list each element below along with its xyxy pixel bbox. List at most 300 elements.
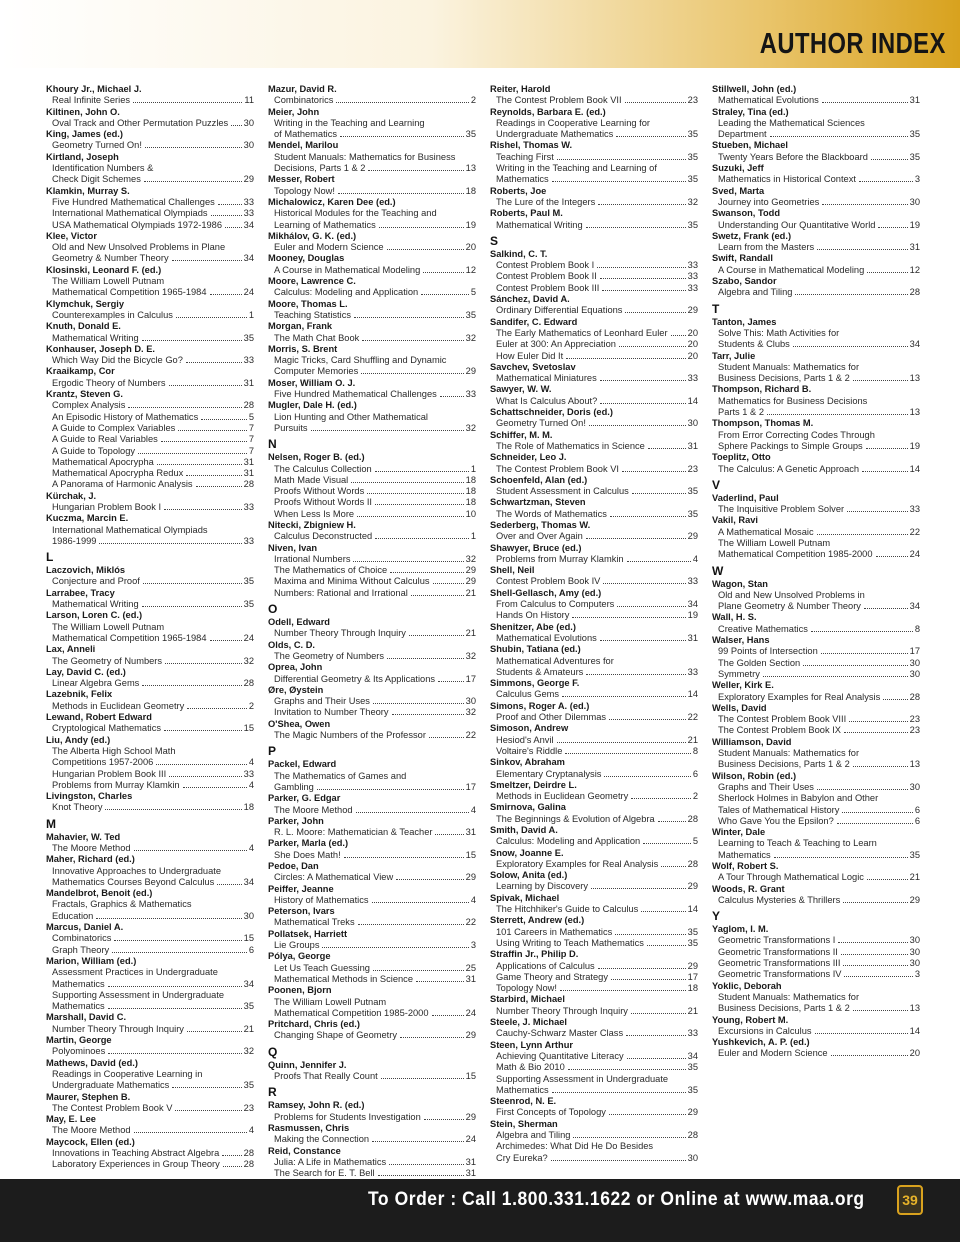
index-entry — [46, 265, 268, 299]
author-name: Sawyer, W. W. — [490, 384, 552, 395]
author-name: Klosinski, Leonard F. (ed.) — [46, 264, 162, 275]
author-name: Tarr, Julie — [712, 350, 756, 361]
book-title-line — [490, 418, 698, 429]
dot-leader — [142, 340, 242, 341]
dot-leader — [815, 1033, 908, 1034]
author-name: Roberts, Paul M. — [490, 208, 563, 219]
index-entry — [268, 299, 490, 322]
book-title: Student Manuals: Mathematics for — [718, 991, 860, 1002]
page-reference: 23 — [687, 95, 698, 106]
author-name: O'Shea, Owen — [268, 718, 331, 729]
dot-leader — [223, 1166, 242, 1167]
book-title-line — [712, 947, 920, 958]
page-number-badge: 39 — [897, 1185, 923, 1215]
book-title-line — [490, 1085, 698, 1096]
book-title-line — [46, 843, 254, 854]
page-reference: 5 — [470, 287, 476, 298]
book-title-line — [712, 1003, 920, 1014]
dot-leader — [767, 414, 908, 415]
page-reference: 2 — [692, 791, 698, 802]
index-entry — [46, 84, 268, 107]
author-name: Kirtland, Joseph — [46, 151, 119, 162]
page-reference: 32 — [243, 1046, 254, 1057]
book-title-line — [712, 816, 920, 827]
dot-leader — [387, 249, 464, 250]
index-entry — [490, 802, 712, 825]
book-title-line — [46, 877, 254, 888]
book-title: Mathematical Competition 1965-1984 — [52, 287, 207, 298]
book-title: Calculus: Modeling and Application — [496, 836, 641, 847]
book-title-line — [490, 938, 698, 949]
dot-leader — [617, 606, 685, 607]
index-entry — [268, 197, 490, 231]
book-title: Oval Track and Other Permutation Puzzles — [52, 117, 229, 128]
dot-leader — [763, 676, 908, 677]
book-title: Teaching Statistics — [274, 309, 351, 320]
book-title-line — [490, 554, 698, 565]
dot-leader — [161, 441, 247, 442]
book-title: Education — [52, 910, 94, 921]
page-reference: 4 — [470, 804, 476, 815]
dot-leader — [432, 1015, 464, 1016]
page-reference: 12 — [465, 264, 476, 275]
book-title-line — [490, 486, 698, 497]
book-title: Ordinary Differential Equations — [496, 305, 623, 316]
dot-leader — [138, 453, 247, 454]
page-reference: 30 — [465, 696, 476, 707]
book-title-line — [46, 310, 254, 321]
page-reference: 23 — [909, 714, 920, 725]
book-title-line — [490, 746, 698, 757]
author-name: Shawyer, Bruce (ed.) — [490, 542, 582, 553]
page-reference: 31 — [243, 468, 254, 479]
page-reference: 20 — [909, 1048, 920, 1059]
dot-leader — [774, 857, 908, 858]
index-entry — [268, 253, 490, 276]
author-name: Maurer, Stephen B. — [46, 1091, 131, 1102]
book-title-line — [490, 689, 698, 700]
dot-leader — [793, 346, 908, 347]
book-title-line — [490, 633, 698, 644]
page-reference: 35 — [243, 1080, 254, 1091]
index-entry — [46, 735, 268, 791]
page-reference: 35 — [243, 599, 254, 610]
author-name: Mooney, Douglas — [268, 253, 345, 264]
dot-leader — [231, 125, 241, 126]
author-name: Smirnova, Galina — [490, 802, 566, 813]
page-reference: 31 — [465, 1156, 476, 1167]
author-name: Mendel, Marilou — [268, 140, 339, 151]
book-title-line — [490, 735, 698, 746]
book-title: Five Hundred Mathematical Challenges — [274, 389, 437, 400]
author-name: Tanton, James — [712, 316, 777, 327]
dot-leader — [372, 1141, 464, 1142]
book-title: Excursions in Calculus — [718, 1025, 812, 1036]
page-reference: 3 — [914, 969, 920, 980]
author-name: Spivak, Michael — [490, 892, 560, 903]
book-title: International Mathematical Olympiads — [52, 524, 208, 535]
dot-leader — [589, 425, 686, 426]
page-reference: 14 — [909, 1025, 920, 1036]
author-name: Steen, Lynn Arthur — [490, 1039, 573, 1050]
book-title: Business Decisions, Parts 1 & 2 — [718, 373, 850, 384]
page-reference: 29 — [243, 174, 254, 185]
book-title: Geometric Transformations II — [718, 946, 838, 957]
page-reference: 34 — [243, 978, 254, 989]
page-header — [0, 0, 960, 68]
dot-leader — [172, 1087, 241, 1088]
page-reference: 29 — [465, 565, 476, 576]
dot-leader — [837, 823, 913, 824]
book-title-line — [712, 504, 920, 515]
book-title-line — [712, 339, 920, 350]
dot-leader — [641, 911, 685, 912]
index-entry — [46, 1114, 268, 1137]
book-title-line — [268, 333, 476, 344]
book-title-line — [712, 152, 920, 163]
author-name: Mugler, Dale H. (ed.) — [268, 400, 357, 411]
book-title: Archimedes: What Did He Do Besides — [496, 1141, 654, 1152]
author-name: Nelsen, Roger B. (ed.) — [268, 452, 365, 463]
index-entry — [712, 84, 934, 107]
author-name: Snow, Joanne E. — [490, 847, 564, 858]
book-title: Math Made Visual — [274, 474, 349, 485]
page-reference: 32 — [243, 655, 254, 666]
author-name: Walser, Hans — [712, 635, 770, 646]
author-name: Savchev, Svetoslav — [490, 361, 576, 372]
book-title: A Course in Mathematical Modeling — [274, 264, 421, 275]
index-entry — [46, 667, 268, 690]
page-reference: 35 — [687, 129, 698, 140]
dot-leader — [187, 708, 247, 709]
page-reference: 17 — [465, 781, 476, 792]
page-reference: 14 — [687, 395, 698, 406]
page-reference: 28 — [687, 813, 698, 824]
page-reference: 34 — [243, 876, 254, 887]
dot-leader — [340, 136, 464, 137]
book-title-line — [46, 780, 254, 791]
book-title: The Contest Problem Book IX — [718, 725, 841, 736]
book-title-line — [712, 396, 920, 407]
author-name: Sinkov, Abraham — [490, 757, 565, 768]
author-name: Parker, Marla (ed.) — [268, 838, 349, 849]
book-title: The Words of Mathematics — [496, 508, 607, 519]
dot-leader — [878, 227, 907, 228]
author-name: Shell, Neil — [490, 565, 535, 576]
index-entry — [46, 956, 268, 1012]
book-title: Twenty Years Before the Blackboard — [718, 151, 868, 162]
book-title: Proof and Other Dilemmas — [496, 712, 607, 723]
book-title-line — [268, 412, 476, 423]
index-entry — [46, 366, 268, 389]
book-title-line — [268, 554, 476, 565]
book-title-line — [268, 242, 476, 253]
page-reference: 35 — [687, 174, 698, 185]
page-reference: 6 — [692, 768, 698, 779]
book-title: Circles: A Mathematical View — [274, 872, 394, 883]
dot-leader — [627, 1058, 686, 1059]
book-title: The William Lowell Putnam — [52, 621, 165, 632]
page-reference: 33 — [909, 504, 920, 515]
page-reference: 15 — [465, 1071, 476, 1082]
dot-leader — [196, 486, 242, 487]
page-reference: 30 — [687, 1152, 698, 1163]
book-title: Geometric Transformations I — [718, 935, 836, 946]
dot-leader — [421, 294, 469, 295]
dot-leader — [344, 857, 464, 858]
index-entry — [46, 791, 268, 814]
page-reference: 32 — [687, 196, 698, 207]
page-reference: 34 — [243, 253, 254, 264]
page-reference: 22 — [465, 730, 476, 741]
dot-leader — [169, 385, 242, 386]
book-title: History of Mathematics — [274, 894, 369, 905]
book-title-line — [46, 378, 254, 389]
dot-leader — [416, 981, 464, 982]
page-reference: 7 — [248, 422, 254, 433]
index-entry — [268, 906, 490, 929]
dot-leader — [841, 954, 908, 955]
index-entry — [490, 1017, 712, 1040]
author-name: Shenitzer, Abe (ed.) — [490, 621, 576, 632]
book-title-line — [712, 1048, 920, 1059]
page-reference: 13 — [909, 759, 920, 770]
dot-leader — [557, 159, 686, 160]
dot-leader — [187, 1031, 242, 1032]
author-name: Simmons, George F. — [490, 678, 580, 689]
page-reference: 33 — [243, 208, 254, 219]
book-title-line — [490, 351, 698, 362]
dot-leader — [600, 403, 685, 404]
page-reference: 35 — [687, 1084, 698, 1095]
book-title: The Contest Problem Book VI — [496, 463, 619, 474]
index-entry — [490, 893, 712, 916]
book-title: Gambling — [274, 781, 314, 792]
dot-leader — [853, 380, 908, 381]
dot-leader — [311, 430, 464, 431]
index-entry — [712, 140, 934, 163]
index-entry — [268, 140, 490, 174]
book-title-line — [712, 527, 920, 538]
page-reference: 4 — [248, 779, 254, 790]
author-name: Pólya, George — [268, 951, 331, 962]
author-name: Khoury Jr., Michael J. — [46, 84, 142, 94]
index-entry — [490, 249, 712, 294]
book-title-line — [46, 333, 254, 344]
index-entry — [490, 1119, 712, 1164]
dot-leader — [114, 940, 241, 941]
page-reference: 18 — [465, 486, 476, 497]
book-title-line — [712, 129, 920, 140]
book-title-line — [712, 793, 920, 804]
dot-leader — [871, 159, 908, 160]
page-reference: 30 — [909, 935, 920, 946]
book-title-line — [490, 260, 698, 271]
book-title-line — [712, 441, 920, 452]
dot-leader — [356, 812, 469, 813]
book-title-line — [46, 678, 254, 689]
page-reference: 11 — [244, 95, 254, 106]
book-title: Mathematical Adventures for — [496, 655, 614, 666]
book-title: Graph Theory — [52, 944, 110, 955]
book-title-line — [268, 129, 476, 140]
index-entry — [490, 186, 712, 209]
book-title-line — [268, 355, 476, 366]
dot-leader — [338, 193, 464, 194]
book-title-line — [268, 1030, 476, 1041]
book-title: The Hitchhiker's Guide to Calculus — [496, 904, 639, 915]
book-title: Historical Modules for the Teaching and — [274, 208, 437, 219]
dot-leader — [423, 272, 463, 273]
page-reference: 28 — [909, 691, 920, 702]
page-footer — [0, 1179, 960, 1242]
index-entry — [46, 1058, 268, 1092]
book-title-line — [46, 118, 254, 129]
dot-leader — [625, 312, 685, 313]
dot-leader — [379, 227, 464, 228]
book-title: Students & Clubs — [718, 339, 790, 350]
book-title: The Early Mathematics of Leonhard Euler — [496, 327, 668, 338]
dot-leader — [817, 534, 908, 535]
author-name: Mahavier, W. Ted — [46, 831, 121, 842]
author-name: Simons, Roger A. (ed.) — [490, 700, 590, 711]
author-name: Reynolds, Barbara E. (ed.) — [490, 106, 606, 117]
page-reference: 6 — [914, 815, 920, 826]
book-title-line — [490, 904, 698, 915]
page-reference: 24 — [465, 1007, 476, 1018]
index-entry — [268, 1060, 490, 1083]
page-reference: 33 — [687, 1028, 698, 1039]
index-entry — [490, 107, 712, 141]
index-entry — [268, 276, 490, 299]
section-letter: L — [46, 550, 54, 565]
page-reference: 13 — [909, 373, 920, 384]
book-title-line — [46, 502, 254, 513]
dot-leader — [844, 732, 908, 733]
book-title-line — [46, 446, 254, 457]
book-title-line — [268, 782, 476, 793]
book-title: Symmetry — [718, 668, 760, 679]
index-entry — [46, 107, 268, 130]
book-title-line — [46, 701, 254, 712]
book-title-line — [490, 656, 698, 667]
author-name: Kuczma, Marcin E. — [46, 513, 129, 524]
dot-leader — [381, 1078, 464, 1079]
book-title: Business Decisions, Parts 1 & 2 — [718, 759, 850, 770]
dot-leader — [375, 471, 469, 472]
book-title-line — [268, 827, 476, 838]
book-title: Mathematical Competition 1965-1984 — [52, 632, 207, 643]
book-title-line — [46, 242, 254, 253]
author-name: Smith, David A. — [490, 825, 558, 835]
book-title: How Euler Did It — [496, 350, 564, 361]
page-reference: 28 — [243, 400, 254, 411]
book-title: Cryptological Mathematics — [52, 723, 162, 734]
page-reference: 6 — [248, 944, 254, 955]
book-title-line — [46, 945, 254, 956]
author-name: Sandifer, C. Edward — [490, 316, 578, 327]
page-reference: 4 — [470, 894, 476, 905]
author-name: Ramsey, John R. (ed.) — [268, 1100, 365, 1111]
index-entry — [490, 1040, 712, 1096]
book-title: Pursuits — [274, 422, 308, 433]
index-entry — [268, 759, 490, 793]
book-title-line — [712, 95, 920, 106]
book-title-line — [268, 152, 476, 163]
book-title: When Less Is More — [274, 508, 355, 519]
book-title: Number Theory Through Inquiry — [274, 628, 406, 639]
book-title-line — [712, 935, 920, 946]
dot-leader — [429, 737, 464, 738]
page-reference: 29 — [465, 1111, 476, 1122]
author-name: Vaderlind, Paul — [712, 492, 779, 503]
book-title-line — [490, 972, 698, 983]
book-title: Mathematical Apocrypha Redux — [52, 468, 184, 479]
book-title: Problems for Students Investigation — [274, 1111, 421, 1122]
index-entry — [268, 1146, 490, 1176]
book-title: Mathematics — [496, 174, 549, 185]
book-title: Number Theory Through Inquiry — [496, 1005, 628, 1016]
book-title-line — [712, 590, 920, 601]
book-title-line — [490, 531, 698, 542]
index-entry — [46, 888, 268, 922]
page-reference: 1 — [248, 309, 254, 320]
index-entry — [712, 186, 934, 209]
index-entry — [46, 712, 268, 735]
index-entry — [268, 838, 490, 861]
dot-leader — [164, 730, 242, 731]
index-entry — [712, 680, 934, 703]
dot-leader — [433, 583, 464, 584]
dot-leader — [853, 1010, 908, 1011]
book-title-line — [712, 624, 920, 635]
book-title-line — [268, 265, 476, 276]
book-title: Geometric Transformations III — [718, 958, 841, 969]
page-reference: 33 — [687, 260, 698, 271]
dot-leader — [375, 538, 469, 539]
page-reference: 28 — [687, 858, 698, 869]
book-title-line — [46, 208, 254, 219]
book-title-line — [268, 651, 476, 662]
book-title: Writing in the Teaching and Learning of — [496, 163, 657, 174]
book-title: The Mathematics of Choice — [274, 565, 388, 576]
author-name: May, E. Lee — [46, 1114, 96, 1125]
book-title-line — [268, 118, 476, 129]
book-title: The Contest Problem Book V — [52, 1102, 173, 1113]
page-reference: 25 — [465, 962, 476, 973]
book-title-line — [268, 220, 476, 231]
page-reference: 33 — [687, 271, 698, 282]
author-name: Woods, R. Grant — [712, 883, 785, 894]
page-reference: 18 — [465, 474, 476, 485]
dot-leader — [176, 317, 247, 318]
page-reference: 34 — [909, 601, 920, 612]
book-title-line — [46, 423, 254, 434]
book-title: Mathematical Methods in Science — [274, 973, 414, 984]
author-name: Thompson, Thomas M. — [712, 418, 814, 429]
page-reference: 14 — [909, 463, 920, 474]
book-title: Graphs and Their Uses — [274, 696, 370, 707]
page-reference: 19 — [687, 610, 698, 621]
book-title: A Guide to Real Variables — [52, 434, 158, 445]
book-title: Proofs That Really Count — [274, 1071, 378, 1082]
index-entry — [268, 719, 490, 742]
book-title-line — [712, 872, 920, 883]
dot-leader — [803, 665, 907, 666]
index-entry — [46, 186, 268, 231]
book-title: Knot Theory — [52, 802, 103, 813]
dot-leader — [357, 516, 464, 517]
